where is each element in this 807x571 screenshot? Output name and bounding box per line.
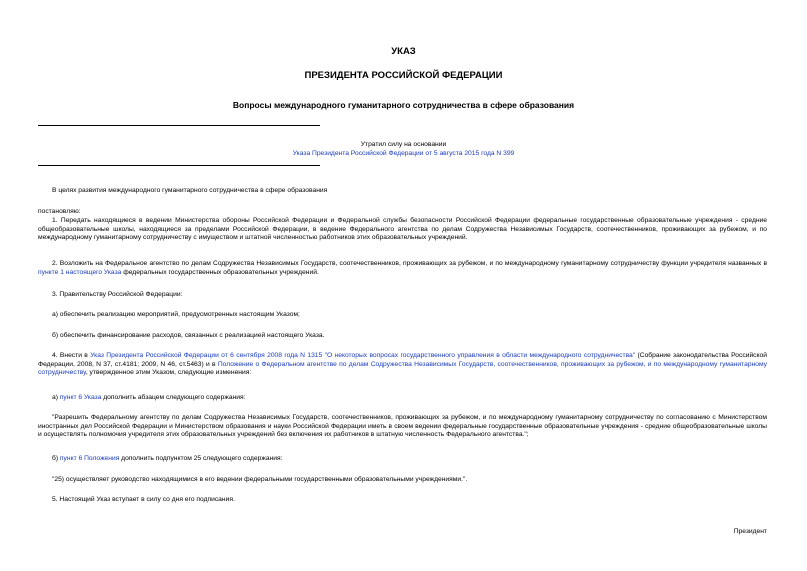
agency-regulation-link[interactable]: Положение о Федеральном агентстве по делам Содружества Независимых Государств, соотечественников, проживающих за рубежом, и по международному гуманитарному сотрудничеству <box>38 360 767 377</box>
paragraph-5: 5. Настоящий Указ вступает в силу со дня его подписания. <box>52 496 235 503</box>
paragraph-3: 3. Правительству Российской Федерации: <box>52 291 183 298</box>
intro-paragraph: В целях развития международного гуманитарного сотрудничества в сфере образования <box>52 187 328 194</box>
paragraph-4a-text: дополнить абзацем следующего содержания: <box>101 394 246 401</box>
paragraph-4-text: 4. Внести в <box>52 352 91 359</box>
decree-1315-link[interactable]: Указ Президента Российской Федерации от 6 сентября 2008 года N 1315 "О некоторых вопросах государственного управления в области международного сотрудничества" <box>90 352 636 359</box>
quote-2: "25) осуществляет руководство находящимися в его ведении федеральными государственными образовательными учреждениями.". <box>52 476 468 483</box>
quote-1: "Разрешить Федеральному агентству по делам Содружества Независимых Государств, соотечественников, проживающих за рубежом, и по международному гуманитарному сотрудничеству по согласованию с Министерством иностранных дел Российской Федерации и Министерством образования и науки Российской Федерации иметь в своем ведении федеральные государственные образовательные учреждения - средние общеобразовательные школы и осуществлять полномочия учредителя этих образовательных учреждений без включения их работников в штатную численность Федерального агентства."; <box>38 414 767 439</box>
regulation-item-6-link[interactable]: пункт 6 Положения <box>59 455 120 462</box>
signature-title: Президент <box>733 528 767 535</box>
paragraph-2-text-end: федеральных государственных образовательных учреждений. <box>121 268 319 276</box>
paragraph-2 <box>38 260 767 277</box>
decree-word: постановляю: <box>38 208 81 215</box>
paragraph-4a <box>38 394 767 403</box>
repeal-decree-link[interactable]: Указа Президента Российской Федерации от 5 августа 2015 года N 399 <box>292 150 515 157</box>
paragraph-4 <box>38 352 767 378</box>
document-heading: Вопросы международного гуманитарного сотрудничества в сфере образования <box>232 100 575 110</box>
status-note: Утратил силу на основании <box>360 141 447 148</box>
paragraph-3b: б) обеспечить финансирование расходов, связанных с реализацией настоящего Указа. <box>52 332 325 339</box>
paragraph-4a-prefix: а) <box>52 394 60 401</box>
paragraph-1: 1. Передать находящиеся в ведении Министерства обороны Российской Федерации и Федеральной службы безопасности Российской Федерации федеральные государственные образовательные учреждения - средние общеобразовательные школы, находящиеся за пределами Российской Федерации, в ведение Федерального агентства по делам Содружества Независимых Государств, соотечественников, проживающих за рубежом, и по международному гуманитарному сотрудничеству с имуществом и штатной численностью работников этих образовательных учреждений. <box>38 217 767 242</box>
paragraph-4-text-mid: (Собрание законодательства Российской Федерации, 2008, N 37, ст.4181; 2009, N 46, ст.5463) и в <box>38 352 767 368</box>
bottom-rule <box>38 165 320 166</box>
document-subtitle: ПРЕЗИДЕНТА РОССИЙСКОЙ ФЕДЕРАЦИИ <box>304 70 503 81</box>
paragraph-4b <box>38 455 767 464</box>
document-title: УКАЗ <box>391 46 416 57</box>
status-link[interactable] <box>0 150 807 159</box>
paragraph-4-text-end: , утвержденное этим Указом, следующие изменения: <box>85 369 252 377</box>
paragraph-3a: а) обеспечить реализацию мероприятий, предусмотренных настоящим Указом; <box>52 311 300 318</box>
paragraph-4b-text: дополнить подпунктом 25 следующего содержания: <box>119 455 283 462</box>
top-rule <box>38 125 320 126</box>
paragraph-1-link[interactable]: пункте 1 настоящего Указа <box>38 268 122 276</box>
paragraph-2-text: 2. Возложить на Федеральное агентство по делам Содружества Независимых Государств, соотечественников, проживающих за рубежом, и по международному гуманитарному сотрудничеству функции учредителя названных в <box>52 260 767 267</box>
decree-item-6-link[interactable]: пункт 6 Указа <box>59 394 102 401</box>
paragraph-4b-prefix: б) <box>52 455 60 462</box>
